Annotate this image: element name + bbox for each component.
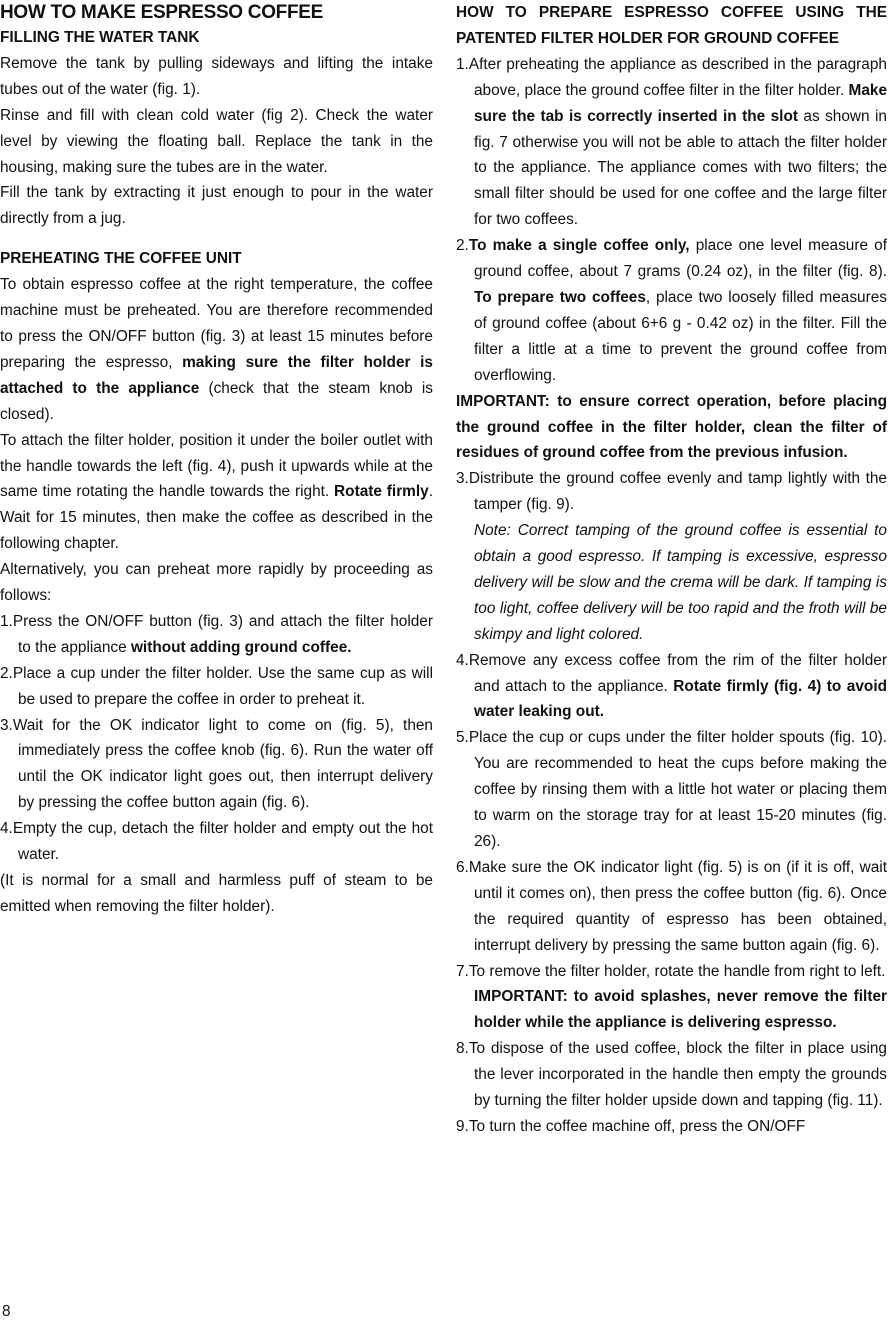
list-item: 3.Distribute the ground coffee evenly and tamp lightly with the tamper (fig. 9). <box>456 470 887 514</box>
section-heading-prepare-espresso: HOW TO PREPARE ESPRESSO COFFEE USING THE PATENTED FILTER HOLDER FOR GROUND COFFEE <box>456 4 887 47</box>
page-number: 8 <box>2 1303 11 1320</box>
list-item: 1.After preheating the appliance as described in the paragraph above, place the ground coffee filter in the filter holder. Make sure the tab is correctly inserted in the slot as shown in fig. 7 otherwise you will not be able to attach the filter holder to the appliance. The appliance comes with two filters; the small filter should be used for one coffee and the large filter for two coffees. <box>456 55 887 229</box>
list-item: 5.Place the cup or cups under the filter holder spouts (fig. 10). You are recommended to heat the cups before making the coffee by rinsing them with a little hot water or placing them to warm on the storage tray for at least 15-20 minutes (fig. 26). <box>456 729 887 850</box>
section-heading-preheating: PREHEATING THE COFFEE UNIT <box>0 250 242 268</box>
list-item: 4.Empty the cup, detach the filter holder and empty out the hot water. <box>0 820 433 864</box>
left-column <box>0 0 433 920</box>
paragraph: Remove the tank by pulling sideways and lifting the intake tubes out of the water (fig. 1). <box>0 54 433 98</box>
important-notice: IMPORTANT: to ensure correct operation, before placing the ground coffee in the filter holder, clean the filter of residues of ground coffee from the previous infusion. <box>456 392 887 462</box>
list-item: 6.Make sure the OK indicator light (fig. 5) is on (if it is off, wait until it comes on), then press the coffee button (fig. 6). Once the required quantity of espresso has been obtained, interrupt delivery by pressing the same button again (fig. 6). <box>456 858 887 954</box>
list-item: 8.To dispose of the used coffee, block the filter in place using the lever incorporated in the handle then empty the grounds by turning the filter holder upside down and tapping (fig. 11). <box>456 1040 887 1110</box>
list-item: 2.To make a single coffee only, place one level measure of ground coffee, about 7 grams (0.24 oz), in the filter (fig. 8). To prepare two coffees, place two loosely filled measures of ground coffee (about 6+6 g - 0.42 oz) in the filter. Fill the filter a little at a time to prevent the ground coffee from overflowing. <box>456 237 887 384</box>
paragraph: To obtain espresso coffee at the right temperature, the coffee machine must be preheated. You are therefore recommended to press the ON/OFF button (fig. 3) at least 15 minutes before preparing the espresso, making sure the filter holder is attached to the appliance (check that the steam knob is closed). <box>0 276 434 423</box>
tamping-note: Note: Correct tamping of the ground coffee is essential to obtain a good espresso. If tamping is excessive, espresso delivery will be slow and the crema will be dark. If tamping is too light, coffee delivery will be too rapid and the froth will be skimpy and light colored. <box>474 522 887 643</box>
section-heading-filling-tank: FILLING THE WATER TANK <box>0 29 200 46</box>
list-item: 9.To turn the coffee machine off, press the ON/OFF <box>456 1117 806 1135</box>
paragraph: To attach the filter holder, position it under the boiler outlet with the handle towards the left (fig. 4), push it upwards while at the same time rotating the handle towards the right. Rotate firmly. Wait for 15 minutes, then make the coffee as described in the following chapter. <box>0 431 433 553</box>
paragraph: Rinse and fill with clean cold water (fig 2). Check the water level by viewing the floating ball. Replace the tank in the housing, making sure the tubes are in the water. <box>0 106 433 176</box>
important-notice: IMPORTANT: to avoid splashes, never remove the filter holder while the appliance is delivering espresso. <box>474 988 887 1032</box>
paragraph-note: (It is normal for a small and harmless puff of steam to be emitted when removing the filter holder). <box>0 872 433 915</box>
page-title: HOW TO MAKE ESPRESSO COFFEE <box>0 2 324 23</box>
right-column <box>456 0 887 1140</box>
list-item: 3.Wait for the OK indicator light to come on (fig. 5), then immediately press the coffee knob (fig. 6). Run the water off until the OK indicator light goes out, then interrupt delivery by pressing the coffee button again (fig. 6). <box>0 716 433 812</box>
list-item: 4.Remove any excess coffee from the rim of the filter holder and attach to the appliance. Rotate firmly (fig. 4) to avoid water leaking out. <box>456 651 887 721</box>
list-item: 7.To remove the filter holder, rotate the handle from right to left. <box>456 962 886 980</box>
paragraph: Fill the tank by extracting it just enough to pour in the water directly from a jug. <box>0 184 433 228</box>
list-item: 1.Press the ON/OFF button (fig. 3) and attach the filter holder to the appliance without adding ground coffee. <box>0 612 433 656</box>
paragraph: Alternatively, you can preheat more rapidly by proceeding as follows: <box>0 561 433 605</box>
list-item: 2.Place a cup under the filter holder. Use the same cup as will be used to prepare the coffee in order to preheat it. <box>0 664 433 708</box>
